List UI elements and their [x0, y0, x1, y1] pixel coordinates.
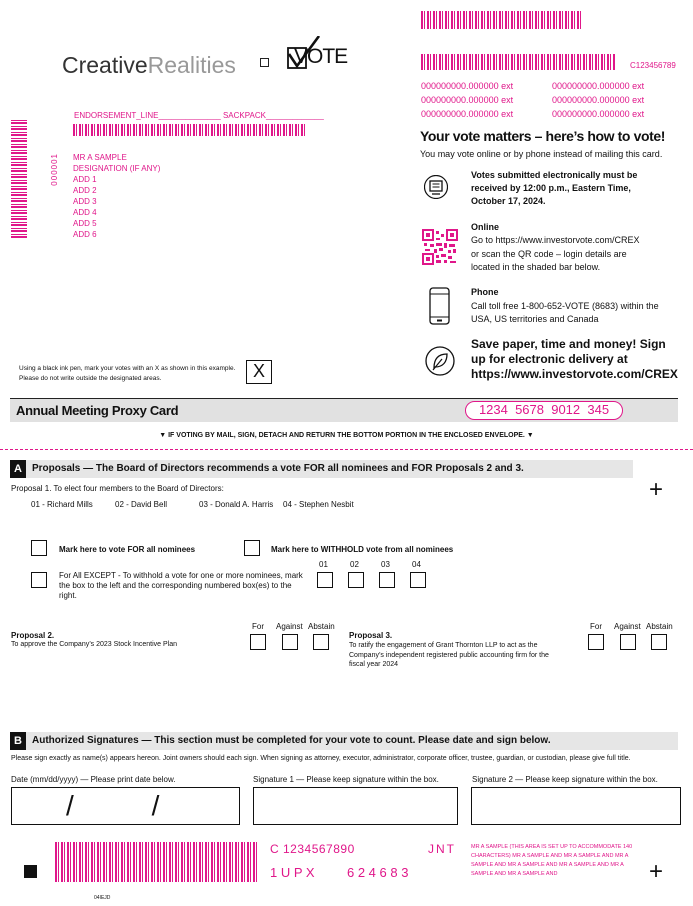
proposal-1-text: Proposal 1. To elect four members to the Board of Directors:: [11, 484, 224, 493]
example-mark-box: [246, 360, 272, 384]
online-title: Online: [471, 222, 500, 232]
ext-line-2-a: 000000000.000000 ext: [421, 95, 514, 105]
footer-code-3: 1 U P X: [270, 865, 315, 880]
signature-1-label: Signature 1 — Please keep signature within the box.: [253, 775, 439, 784]
ext-line-1-b: 000000000.000000 ext: [552, 81, 645, 91]
pen-note-line2: Please do not write outside the designated areas.: [19, 375, 162, 382]
except-number-02: 02: [350, 560, 359, 569]
section-a-letter: A: [10, 460, 26, 478]
logo-text-creative: Creative: [62, 52, 148, 78]
side-barcode: [11, 118, 27, 238]
nominee-3: 03 - Donald A. Harris: [199, 500, 274, 509]
address-lines: [73, 152, 160, 240]
section-a-header: [10, 460, 633, 478]
footer-code-2: JNT: [428, 842, 456, 856]
online-text-qr: or scan the QR code – login details are located in the shaded bar below.: [471, 249, 627, 272]
proposal-3-for-checkbox[interactable]: [588, 634, 604, 650]
top-barcode-2: [421, 54, 615, 70]
company-logo: [62, 52, 236, 79]
card-title-bar: [10, 398, 678, 422]
nominee-1: 01 - Richard Mills: [31, 500, 93, 509]
address-line: DESIGNATION (IF ANY): [73, 164, 161, 173]
detach-note: ▼ IF VOTING BY MAIL, SIGN, DETACH AND RETURN THE BOTTOM PORTION IN THE ENCLOSED ENVELOPE. ▼: [159, 432, 534, 439]
top-barcode-1: [421, 11, 581, 29]
phone-text: Call toll free 1-800-652-VOTE (8683) within the USA, US territories and Canada: [471, 301, 659, 324]
footer-barcode: [55, 842, 258, 882]
signature-instructions: Please sign exactly as name(s) appears hereon. Joint owners should each sign. When signing as attorney, executor, administrator, corporate officer, trustee, guardian, or custodian, please give full title.: [11, 755, 631, 762]
except-checkbox-01[interactable]: [317, 572, 333, 588]
address-line: ADD 5: [73, 219, 97, 228]
address-line: ADD 6: [73, 230, 97, 239]
form-code: 04IEJD: [94, 895, 111, 901]
proposal-3-title: Proposal 3.: [349, 631, 393, 640]
proposal-3-abstain-checkbox[interactable]: [651, 634, 667, 650]
section-a-title: Proposals — The Board of Directors recommends a vote FOR all nominees and FOR Proposals 2 and 3.: [32, 463, 524, 474]
proposal-2-title: Proposal 2.: [11, 631, 55, 640]
plus-mark-bottom: +: [649, 858, 664, 885]
vote-logo: [285, 36, 355, 72]
for-all-except-label: For All EXCEPT - To withhold a vote for one or more nominees, mark the box to the left and the corresponding numbered box(es) to the right.: [59, 571, 303, 600]
mobile-phone-icon: [428, 287, 452, 325]
signature-1-box[interactable]: [253, 787, 458, 825]
address-line: MR A SAMPLE: [73, 153, 127, 162]
logo-square-icon: [260, 58, 269, 67]
pen-note: [19, 364, 235, 384]
vote-for-all-label: Mark here to vote FOR all nominees: [59, 545, 196, 554]
instructions-subheading: You may vote online or by phone instead of mailing this card.: [420, 149, 663, 159]
nominee-4: 04 - Stephen Nesbit: [283, 500, 354, 509]
signature-2-label: Signature 2 — Please keep signature within the box.: [472, 775, 658, 784]
except-checkbox-03[interactable]: [379, 572, 395, 588]
card-control-number: [465, 401, 623, 420]
address-line: ADD 2: [73, 186, 97, 195]
control-number-top: C123456789: [630, 61, 676, 70]
vote-logo-text: VOTE: [294, 45, 348, 68]
card-title: Annual Meeting Proxy Card: [16, 403, 179, 418]
footer-code-1: C 1234567890: [270, 842, 355, 856]
withhold-all-label: Mark here to WITHHOLD vote from all nominees: [271, 545, 454, 554]
except-number-01: 01: [319, 560, 328, 569]
proposal-2-against-checkbox[interactable]: [282, 634, 298, 650]
ext-line-2-b: 000000000.000000 ext: [552, 95, 645, 105]
phone-title: Phone: [471, 287, 499, 297]
logo-text-realities: Realities: [147, 52, 236, 78]
proposal-2-abstain-checkbox[interactable]: [313, 634, 329, 650]
section-b-letter: B: [10, 732, 26, 750]
except-number-03: 03: [381, 560, 390, 569]
endorsement-line: ENDORSEMENT_LINE______________ SACKPACK_____________: [74, 111, 324, 120]
detach-line: [0, 449, 693, 450]
date-slashes: / /: [66, 790, 160, 821]
footer-black-square: [24, 865, 37, 878]
address-line: ADD 3: [73, 197, 97, 206]
except-checkbox-02[interactable]: [348, 572, 364, 588]
address-line: ADD 1: [73, 175, 97, 184]
proposal-3-against-checkbox[interactable]: [620, 634, 636, 650]
plus-mark-top: +: [649, 476, 664, 503]
date-label: Date (mm/dd/yyyy) — Please print date below.: [11, 775, 176, 784]
date-input-box[interactable]: [11, 787, 240, 825]
p3-header-against: Against: [614, 622, 641, 631]
control-number-value: 1234 5678 9012 345: [478, 402, 610, 417]
for-all-except-checkbox[interactable]: [31, 572, 47, 588]
p3-header-for: For: [590, 622, 602, 631]
side-number: 000001: [50, 153, 59, 186]
footer-code-4: 6 2 4 6 8 3: [347, 865, 409, 880]
section-b-header: [10, 732, 678, 750]
ext-line-3-b: 000000000.000000 ext: [552, 109, 645, 119]
nominee-2: 02 - David Bell: [115, 500, 168, 509]
withhold-all-checkbox[interactable]: [244, 540, 260, 556]
footer-sample-text: MR A SAMPLE (THIS AREA IS SET UP TO ACCOMMODATE 140 CHARACTERS) MR A SAMPLE AND MR A SAMPLE AND MR A SAMPLE AND MR A SAMPLE AND MR A SAMPLE AND MR A SAMPLE AND MR A SAMPLE AND: [471, 844, 633, 877]
instructions-heading: Your vote matters – here’s how to vote!: [420, 128, 666, 144]
monitor-icon: [424, 175, 448, 199]
qr-code: [422, 229, 458, 265]
proposal-2-text: To approve the Company’s 2023 Stock Incentive Plan: [11, 641, 178, 648]
vote-for-all-checkbox[interactable]: [31, 540, 47, 556]
p2-header-abstain: Abstain: [308, 622, 335, 631]
paper-title: Save paper, time and money! Sign up for electronic delivery at https://www.investorvote.com/CREX: [471, 337, 678, 381]
address-barcode: [73, 124, 305, 136]
pen-note-line1: Using a black ink pen, mark your votes with an X as shown in this example.: [19, 365, 236, 372]
example-mark: X: [252, 361, 265, 381]
leaf-icon: [425, 346, 455, 376]
deadline-text: Votes submitted electronically must be received by 12:00 p.m., Eastern Time, October 17, 2024.: [471, 170, 638, 206]
p3-header-abstain: Abstain: [646, 622, 673, 631]
proposal-3-text: To ratify the engagement of Grant Thornton LLP to act as the Company’s independent registered public accounting firm for the fiscal year 2024: [349, 642, 549, 668]
address-line: ADD 4: [73, 208, 97, 217]
p2-header-for: For: [252, 622, 264, 631]
signature-2-box[interactable]: [471, 787, 681, 825]
ext-line-1-a: 000000000.000000 ext: [421, 81, 514, 91]
except-number-04: 04: [412, 560, 421, 569]
online-text-url: Go to https://www.investorvote.com/CREX: [471, 235, 640, 245]
proposal-2-for-checkbox[interactable]: [250, 634, 266, 650]
section-b-title: Authorized Signatures — This section must be completed for your vote to count. Please date and sign below.: [32, 735, 551, 746]
except-checkbox-04[interactable]: [410, 572, 426, 588]
p2-header-against: Against: [276, 622, 303, 631]
ext-line-3-a: 000000000.000000 ext: [421, 109, 514, 119]
